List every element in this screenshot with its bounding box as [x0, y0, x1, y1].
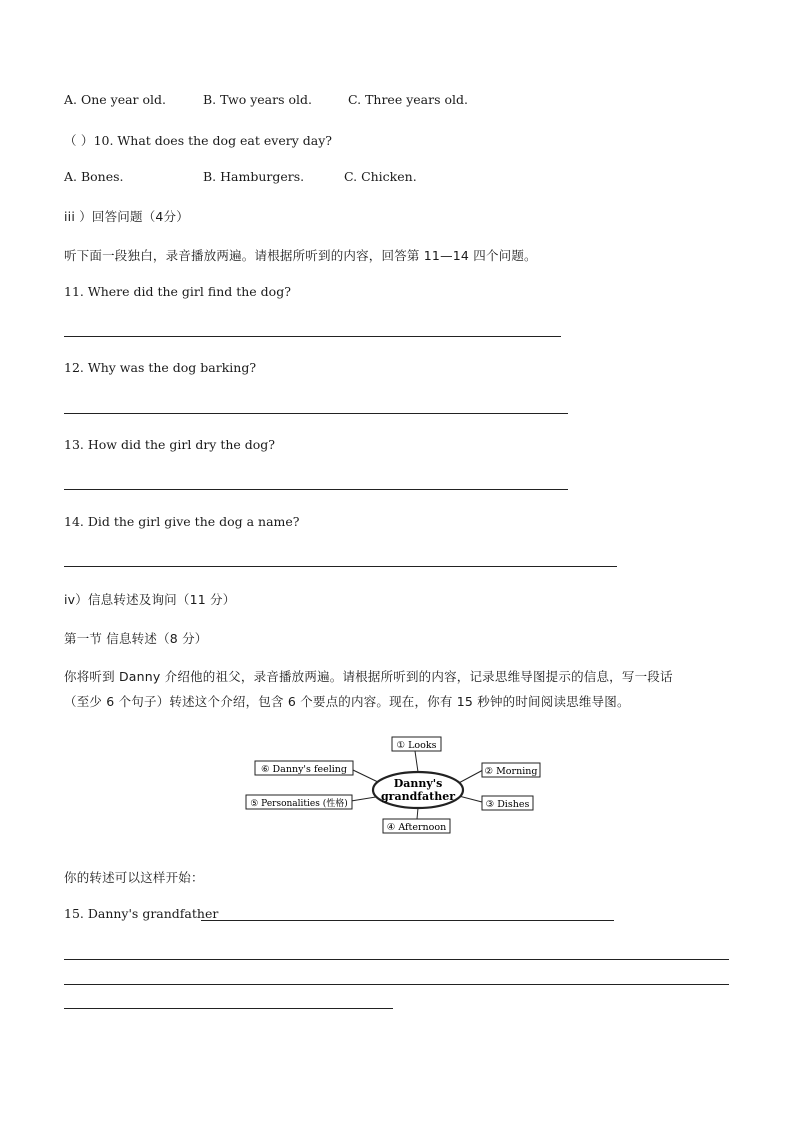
section-4-instruction-2: （至少 6 个句子）转述这个介绍，包含 6 个要点的内容。现在，你有 15 秒钟的时间阅读思维导图。	[64, 694, 630, 709]
q10-option-c: C. Chicken.	[344, 169, 417, 184]
question-11: 11. Where did the girl find the dog?	[64, 284, 291, 299]
q9-option-a: A. One year old.	[64, 92, 167, 107]
node-looks: ① Looks	[396, 740, 437, 751]
section-4-title: iv）信息转述及询问（11 分）	[64, 592, 236, 607]
q9-option-c: C. Three years old.	[348, 92, 468, 107]
question-10	[64, 131, 332, 149]
node-dishes: ③ Dishes	[485, 799, 530, 810]
question-10-text: 10. What does the dog eat every day?	[93, 133, 332, 148]
question-13: 13. How did the girl dry the dog?	[64, 437, 276, 452]
answer-line-12[interactable]	[64, 413, 568, 414]
section-4-instruction-1: 你将听到 Danny 介绍他的祖父，录音播放两遍。请根据所听到的内容，记录思维导图提示的信息，写一段话	[64, 669, 673, 684]
center-label-2: grandfather	[380, 790, 456, 803]
mind-map	[245, 733, 555, 837]
node-personalities: ⑤ Personalities (性格)	[250, 799, 348, 809]
q10-option-b: B. Hamburgers.	[203, 169, 305, 184]
question-12: 12. Why was the dog barking?	[64, 360, 257, 375]
node-afternoon: ④ Afternoon	[386, 822, 447, 833]
start-hint: 你的转述可以这样开始：	[64, 870, 204, 885]
section-4-subtitle: 第一节 信息转述（8 分）	[64, 631, 208, 646]
answer-line-15c[interactable]	[64, 984, 729, 985]
q9-option-b: B. Two years old.	[203, 92, 312, 107]
answer-line-15b[interactable]	[64, 959, 729, 960]
center-label-1: Danny's	[393, 777, 443, 790]
answer-line-13[interactable]	[64, 489, 568, 490]
node-dannys-feeling: ⑥ Danny's feeling	[261, 764, 347, 775]
answer-line-15a[interactable]	[201, 920, 614, 921]
node-morning: ② Morning	[484, 766, 538, 777]
question-15-start: 15. Danny's grandfather	[64, 906, 219, 921]
answer-line-11[interactable]	[64, 336, 561, 337]
answer-line-15d[interactable]	[64, 1008, 393, 1009]
section-3-instruction: 听下面一段独白，录音播放两遍。请根据所听到的内容，回答第 11—14 四个问题。	[64, 248, 537, 263]
answer-bracket[interactable]: （ ）	[64, 133, 94, 148]
question-14: 14. Did the girl give the dog a name?	[64, 514, 300, 529]
answer-line-14[interactable]	[64, 566, 617, 567]
q10-option-a: A. Bones.	[64, 169, 124, 184]
section-3-title: iii ）回答问题（4分）	[64, 209, 189, 224]
mind-map-diagram	[245, 733, 555, 837]
